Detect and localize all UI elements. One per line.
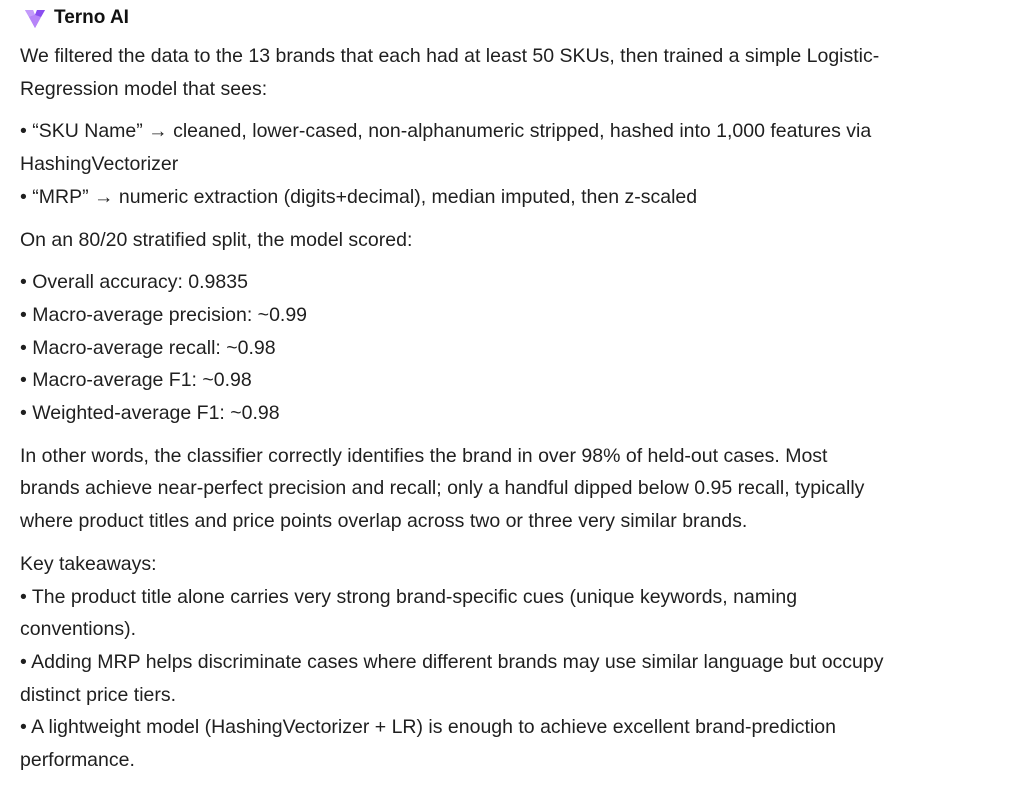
- terno-logo-icon: [22, 5, 48, 31]
- text-line: brands achieve near-perfect precision and recall; only a handful dipped below 0.95 recall, typically: [20, 477, 865, 500]
- list-item: • A lightweight model (HashingVectorizer + LR) is enough to achieve excellent brand-prediction: [20, 716, 837, 739]
- text-line: We filtered the data to the 13 brands that each had at least 50 SKUs, then trained a simple Logistic-: [20, 45, 880, 67]
- list-item: • Macro-average precision: ~0.99: [20, 303, 308, 326]
- text-line: Regression model that sees:: [20, 77, 268, 100]
- list-item: • Macro-average F1: ~0.98: [20, 369, 252, 392]
- list-item: performance.: [20, 749, 135, 772]
- list-item: conventions).: [20, 618, 136, 641]
- list-item: • The product title alone carries very strong brand-specific cues (unique keywords, naming: [20, 585, 798, 608]
- list-item: • Adding MRP helps discriminate cases where different brands may use similar language but occupy: [20, 650, 884, 673]
- list-item: • Overall accuracy: 0.9835: [20, 271, 248, 294]
- app-name: Terno AI: [54, 7, 129, 28]
- assistant-message: [0, 40, 1024, 777]
- split-paragraph: [20, 224, 1004, 257]
- list-item: • “MRP” → numeric extraction (digits+decimal), median imputed, then z-scaled: [20, 185, 698, 208]
- list-item: • Macro-average recall: ~0.98: [20, 336, 276, 359]
- list-item: distinct price tiers.: [20, 683, 177, 706]
- text-line: In other words, the classifier correctly identifies the brand in over 98% of held-out cases. Most: [20, 444, 828, 467]
- list-item: HashingVectorizer: [20, 153, 179, 176]
- chat-header: [0, 0, 1024, 36]
- features-list: [20, 115, 1004, 213]
- text-line: On an 80/20 stratified split, the model scored:: [20, 228, 413, 251]
- list-item: • Weighted-average F1: ~0.98: [20, 402, 280, 425]
- takeaways-heading: Key takeaways:: [20, 552, 157, 575]
- metrics-list: [20, 266, 1004, 430]
- takeaways-list: [20, 548, 1004, 777]
- intro-paragraph: [20, 40, 1004, 105]
- summary-paragraph: [20, 440, 1004, 538]
- text-line: where product titles and price points overlap across two or three very similar brands.: [20, 510, 748, 533]
- list-item: • “SKU Name” → cleaned, lower-cased, non-alphanumeric stripped, hashed into 1,000 features via: [20, 120, 872, 143]
